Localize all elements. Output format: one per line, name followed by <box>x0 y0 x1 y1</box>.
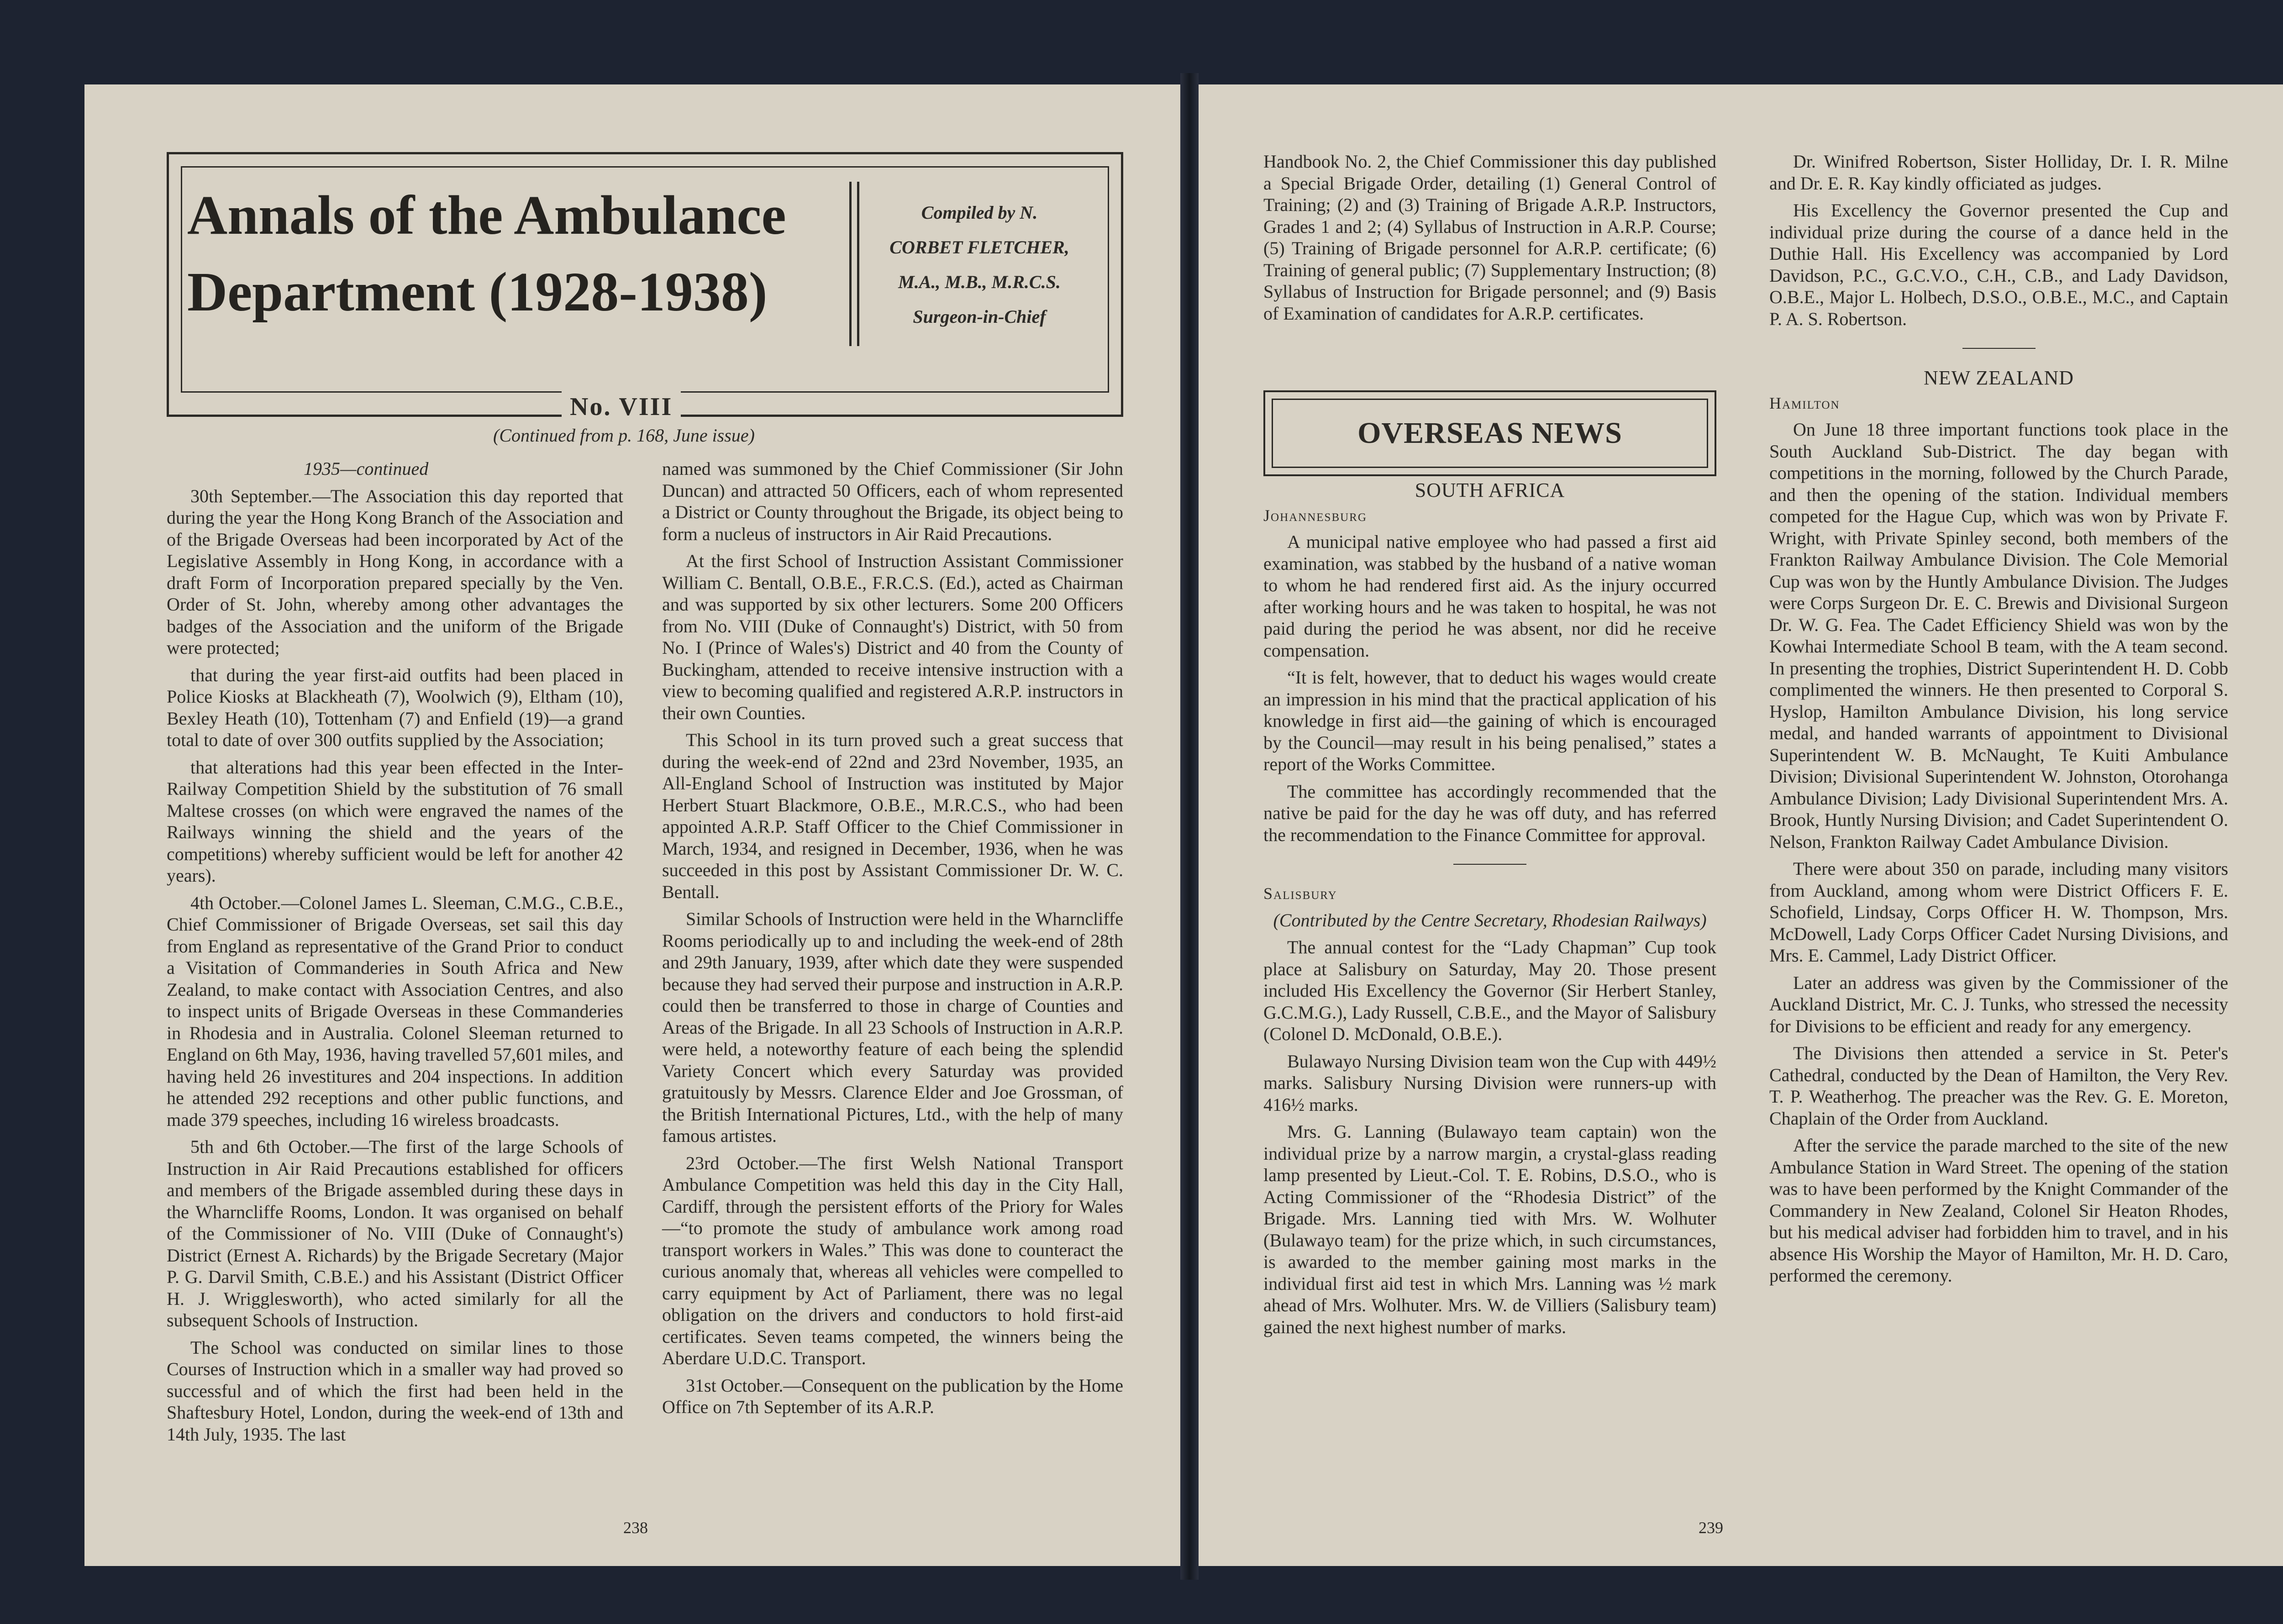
paragraph: named was summoned by the Chief Commissioner (Sir John Duncan) and attracted 50 Officers, each of whom represented a District or County throughout the Brigade, its object being to form a nucleus of instructors in Air Raid Precautions. <box>662 458 1123 544</box>
right-column-2 <box>1769 151 2228 1292</box>
author-credit <box>872 195 1087 334</box>
paragraph: Later an address was given by the Commissioner of the Auckland District, Mr. C. J. Tunks, who stressed the necessity for Divisions to be efficient and ready for any emergency. <box>1769 972 2228 1036</box>
article-title <box>187 177 836 331</box>
paragraph: At the first School of Instruction Assistant Commissioner William C. Bentall, O.B.E., F.R.C.S. (Ed.), acted as Chairman and was supported by six other lecturers. Some 200 Officers from No. VIII (Duke of Connaught's) District, with 50 from No. I (Prince of Wales's) District and 40 from the County of Buckingham, attended to receive intensive instruction with a view to becoming qualified and registered A.R.P. instructors in their own Counties. <box>662 551 1123 723</box>
section-title: OVERSEAS NEWS <box>1272 399 1708 468</box>
paragraph: 4th October.—Colonel James L. Sleeman, C.M.G., C.B.E., Chief Commissioner of Brigade Overseas, set sail this day from England as representative of the Grand Prior to conduct a Visitation of Commanderies in South Africa and New Zealand, to make contact with Association Centres, and also to inspect units of Brigade Overseas in these Commanderies in Rhodesia and in Australia. Colonel Sleeman returned to England on 6th May, 1936, having travelled 57,601 miles, and having held 26 investitures and 204 inspections. In addition he attended 292 receptions and other public functions, and made 379 speeches, including 16 wireless broadcasts. <box>167 892 623 1130</box>
paragraph: Dr. Winifred Robertson, Sister Holliday, Dr. I. R. Milne and Dr. E. R. Kay kindly officiated as judges. <box>1769 151 2228 194</box>
place-heading: Hamilton <box>1769 394 1840 412</box>
left-column-2 <box>662 458 1123 1424</box>
title-box <box>167 152 1123 421</box>
right-column-1 <box>1263 479 1716 1343</box>
credit-line: M.A., M.B., M.R.C.S. <box>898 272 1061 292</box>
paragraph: The annual contest for the “Lady Chapman” Cup took place at Salisbury on Saturday, May 20. Those present included His Excellency the Governor (Sir Herbert Stanley, G.C.M.G.), Lady Russell, C.B.E., and the Mayor of Salisbury (Colonel D. McDonald, O.B.E.). <box>1263 937 1716 1044</box>
paragraph: The Divisions then attended a service in St. Peter's Cathedral, conducted by the Dean of Hamilton, the Very Rev. T. P. Weatherhog. The preacher was the Rev. G. E. Moreton, Chaplain of the Order from Auckland. <box>1769 1043 2228 1129</box>
right-column-1-top <box>1263 151 1716 330</box>
page-number: 239 <box>1699 1519 1723 1537</box>
continued-note: (Continued from p. 168, June issue) <box>493 425 755 446</box>
left-page <box>84 84 1180 1566</box>
paragraph: Bulawayo Nursing Division team won the Cup with 449½ marks. Salisbury Nursing Division were runners-up with 416½ marks. <box>1263 1051 1716 1115</box>
credit-line: CORBET FLETCHER, <box>889 237 1069 258</box>
page-number: 238 <box>623 1519 648 1537</box>
overseas-news-box <box>1263 390 1716 476</box>
paragraph: that alterations had this year been effected in the Inter-Railway Competition Shield by the substitution of 76 small Maltese crosses (on which were engraved the names of the Railways winning the shield and the years of the competitions) whereby sufficient would be left for another 42 years). <box>167 757 623 886</box>
region-heading: NEW ZEALAND <box>1923 367 2074 389</box>
paragraph: Mrs. G. Lanning (Bulawayo team captain) won the individual prize by a narrow margin, a crystal-glass reading lamp presented by Lieut.-Col. T. E. Robins, D.S.O., who is Acting Commissioner of the “Rhodesia District” of the Brigade. Mrs. Lanning tied with Mrs. W. Wolhuter (Bulawayo team) for the prize which, in such circumstances, is awarded to the member gaining most marks in the individual first aid test in which Mrs. Lanning was ½ mark ahead of Mrs. Wolhuter. Mrs. W. de Villiers (Salisbury team) gained the next highest number of marks. <box>1263 1121 1716 1337</box>
title-separator <box>849 182 859 346</box>
region-heading: SOUTH AFRICA <box>1415 479 1565 501</box>
paragraph: 31st October.—Consequent on the publication by the Home Office on 7th September of its A.R.P. <box>662 1375 1123 1417</box>
paragraph: 23rd October.—The first Welsh National Transport Ambulance Competition was held this day in the City Hall, Cardiff, through the persistent efforts of the Priory for Wales—“to promote the study of ambulance work among road transport workers in Wales.” This was done to counteract the curious anomaly that, whereas all vehicles were compelled to carry equipment by Act of Parliament, there was no legal obligation on the drivers and conductors to hold first-aid certificates. Seven teams competed, the winners being the Aberdare U.D.C. Transport. <box>662 1152 1123 1368</box>
left-column-1 <box>167 458 623 1451</box>
contributor-note: (Contributed by the Centre Secretary, Rhodesian Railways) <box>1273 909 1707 930</box>
paragraph: that during the year first-aid outfits had been placed in Police Kiosks at Blackheath (7), Woolwich (9), Eltham (10), Bexley Heath (10), Tottenham (7) and Enfield (19)—a grand total to date of over 300 outfits supplied by the Association; <box>167 664 623 750</box>
paragraph: The School was conducted on similar lines to those Courses of Instruction which in a smaller way had proved so successful and of which the first had been held in the Shaftesbury Hotel, London, during the week-end of 13th and 14th July, 1935. The last <box>167 1337 623 1445</box>
place-heading: Salisbury <box>1263 884 1337 903</box>
credit-line: Surgeon-in-Chief <box>913 306 1046 327</box>
paragraph: His Excellency the Governor presented the Cup and individual prize during the course of a dance held in the Duthie Hall. His Excellency was accompanied by Lord Davidson, P.C., G.C.V.O., C.H., C.B., and Lady Davidson, O.B.E., Major L. Holbech, D.S.O., O.B.E., M.C., and Captain P. A. S. Robertson. <box>1769 200 2228 329</box>
year-heading: 1935—continued <box>304 458 429 479</box>
section-rule <box>1453 864 1526 865</box>
credit-line: Compiled by N. <box>921 202 1038 223</box>
place-heading: Johannesburg <box>1263 506 1367 525</box>
title-line-1: Annals of the Ambulance <box>187 184 786 246</box>
paragraph: A municipal native employee who had passed a first aid examination, was stabbed by the husband of a native woman to whom he had rendered first aid. As the injury occurred after working hours and he was taken to hospital, he was not paid during the period he was absent, nor did he receive compensation. <box>1263 531 1716 661</box>
paragraph: This School in its turn proved such a great success that during the week-end of 22nd and 23rd November, 1935, an All-England School of Instruction was instituted by Major Herbert Stuart Blackmore, O.B.E., M.R.C.S., who had been appointed A.R.P. Staff Officer to the Chief Commissioner in March, 1934, and resigned in December, 1936, when he was succeeded in this post by Assistant Commissioner Dr. W. C. Bentall. <box>662 730 1123 902</box>
paragraph: There were about 350 on parade, including many visitors from Auckland, among whom were District Officers F. E. Schofield, Lindsay, Corps Officer H. W. Thompson, Mrs. McDowell, Lady Corps Officer Cadet Nursing Divisions, and Mrs. E. Cammel, Lady District Officer. <box>1769 858 2228 966</box>
right-page <box>1199 84 2283 1566</box>
paragraph: 30th September.—The Association this day reported that during the year the Hong Kong Branch of the Association and of the Brigade Overseas had been incorporated by Act of the Legislative Assembly in Hong Kong, in accordance with a draft Form of Incorporation prepared specially by the Ven. Order of St. John, whereby among other advantages the badges of the Association and the uniform of the Brigade were protected; <box>167 485 623 658</box>
paragraph: 5th and 6th October.—The first of the large Schools of Instruction in Air Raid Precautions established for officers and members of the Brigade assembled during these days in the Wharncliffe Rooms, London. It was organised on behalf of the Commissioner of No. VIII (Duke of Connaught's) District (Ernest A. Richards) by the Brigade Secretary (Major P. G. Darvil Smith, C.B.E.) and his Assistant (District Officer H. J. Wrigglesworth), who acted similarly for all the subsequent Schools of Instruction. <box>167 1136 623 1330</box>
paragraph: On June 18 three important functions took place in the South Auckland Sub-District. The day began with competitions in the morning, followed by the Church Parade, and then the opening of the station. Individual members competed for the Hague Cup, which was won by Private F. Wright, with Private Spinley second, both members of the Frankton Railway Ambulance Division. The Cole Memorial Cup was won by the Huntly Ambulance Division. The Judges were Corps Surgeon Dr. E. C. Brewis and Divisional Surgeon Dr. W. G. Fea. The Cadet Efficiency Shield was won by the Kowhai Intermediate School B team, with the A team second. In presenting the trophies, District Superintendent H. D. Cobb complimented the winners. He then presented to Corporal S. Hyslop, Hamilton Ambulance Division, his long service medal, and handed warrants of appointment to Divisional Superintendent W. B. McNaught, Te Kuiti Ambulance Division; Divisional Superintendent W. Johnston, Otorohanga Ambulance Division; Lady Divisional Superintendent Mrs. A. Brook, Huntly Nursing Division; and Cadet Superintendent O. Nelson, Frankton Railway Cadet Ambulance Division. <box>1769 419 2228 852</box>
paragraph: Handbook No. 2, the Chief Commissioner this day published a Special Brigade Order, detailing (1) General Control of Training; (2) and (3) Training of Brigade A.R.P. Instructors, Grades 1 and 2; (4) Syllabus of Instruction in A.R.P. Course; (5) Training of Brigade personnel for A.R.P. certificate; (6) Training of general public; (7) Supplementary Instruction; (8) Syllabus of Instruction for Brigade personnel; and (9) Basis of Examination of candidates for A.R.P. certificates. <box>1263 151 1716 324</box>
paragraph: Similar Schools of Instruction were held in the Wharncliffe Rooms periodically up to and including the week-end of 28th and 29th January, 1939, after which date they were suspended because they had served their purpose and instruction in A.R.P. could then be transferred to those in charge of Counties and Areas of the Brigade. In all 23 Schools of Instruction in A.R.P. were held, a noteworthy feature of each being the splendid Variety Concert which every Saturday was provided gratuitously by Messrs. Clarence Elder and Joe Grossman, of the British International Pictures, Ltd., with the help of many famous artistes. <box>662 909 1123 1146</box>
paragraph: After the service the parade marched to the site of the new Ambulance Station in Ward Street. The opening of the station was to have been performed by the Knight Commander of the Commandery in New Zealand, Colonel Sir Heaton Rhodes, but his medical adviser had forbidden him to travel, and in his absence His Worship the Mayor of Hamilton, Mr. H. D. Caro, performed the ceremony. <box>1769 1135 2228 1286</box>
section-rule <box>1962 348 2036 349</box>
installment-number: No. VIII <box>562 391 681 423</box>
binding-gutter <box>1180 73 1199 1580</box>
title-line-2: Department (1928-1938) <box>187 261 768 323</box>
paragraph: The committee has accordingly recommended that the native be paid for the day he was off duty, and has referred the recommendation to the Finance Committee for approval. <box>1263 781 1716 845</box>
paragraph: “It is felt, however, that to deduct his wages would create an impression in his mind that the practical application of his knowledge in first aid—the gaining of which is encouraged by the Council—may result in his being penalised,” states a report of the Works Committee. <box>1263 667 1716 774</box>
